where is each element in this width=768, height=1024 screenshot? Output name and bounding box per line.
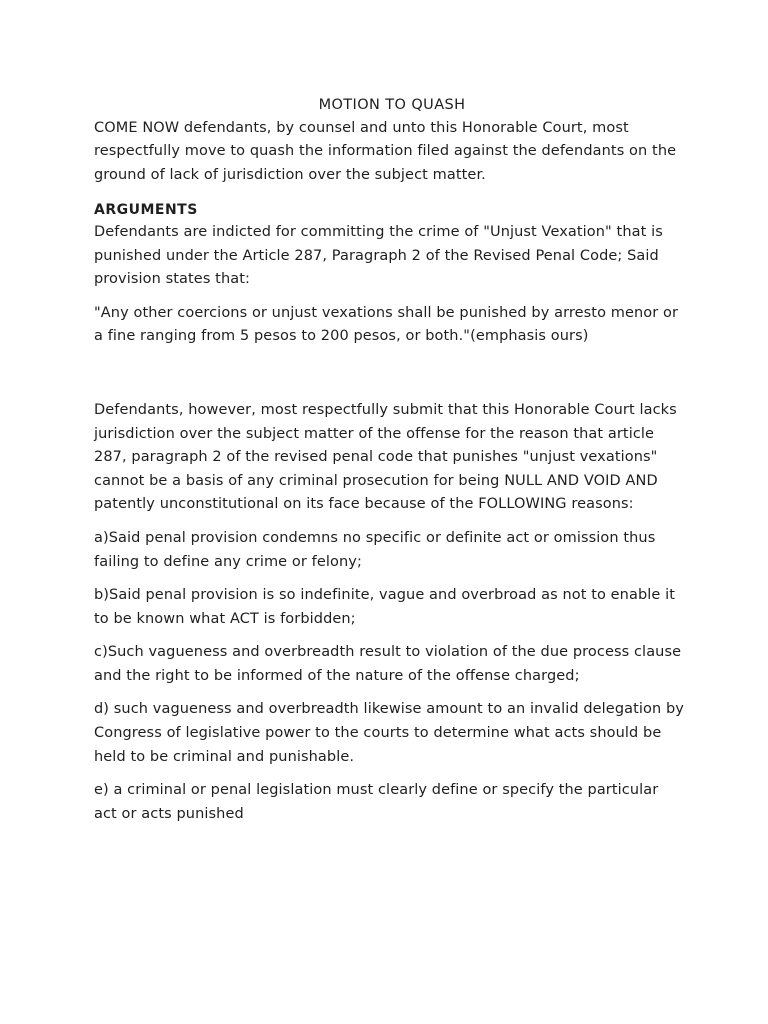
arguments-heading: ARGUMENTS xyxy=(94,202,198,219)
reason-a: a)Said penal provision condemns no specific or definite act or omission thus failing to define any crime or felony; xyxy=(94,529,656,570)
submission-paragraph: Defendants, however, most respectfully submit that this Honorable Court lacks jurisdiction over the subject matter of the offense for the reason that article 287, paragraph 2 of the revised penal code that punishes "unjust vexations" cannot be a basis of any criminal prosecution for being NULL AND VOID AND patently unconstitutional on its face because of the FOLLOWING reasons: xyxy=(94,401,677,513)
intro-paragraph: COME NOW defendants, by counsel and unto this Honorable Court, most respectfully move to quash the information filed against the defendants on the ground of lack of jurisdiction over the subject matter. xyxy=(94,119,677,183)
arguments-paragraph: Defendants are indicted for committing the crime of "Unjust Vexation" that is punished under the Article 287, Paragraph 2 of the Revised Penal Code; Said provision states that: xyxy=(94,223,663,288)
reason-e: e) a criminal or penal legislation must clearly define or specify the particular act or acts punished xyxy=(94,782,659,822)
document-title: MOTION TO QUASH xyxy=(318,97,466,113)
document-body xyxy=(94,94,684,826)
reason-b: b)Said penal provision is so indefinite, vague and overbroad as not to enable it to be known what ACT is forbidden; xyxy=(94,587,676,627)
reason-c: c)Such vagueness and overbreadth result to violation of the due process clause and the right to be informed of the nature of the offense charged; xyxy=(94,644,682,684)
reason-d: d) such vagueness and overbreadth likewise amount to an invalid delegation by Congress of legislative power to the courts to determine what acts should be held to be criminal and punishable. xyxy=(94,701,684,765)
quoted-provision: "Any other coercions or unjust vexations shall be punished by arresto menor or a fine ranging from 5 pesos to 200 pesos, or both."(emphasis ours) xyxy=(94,304,679,345)
